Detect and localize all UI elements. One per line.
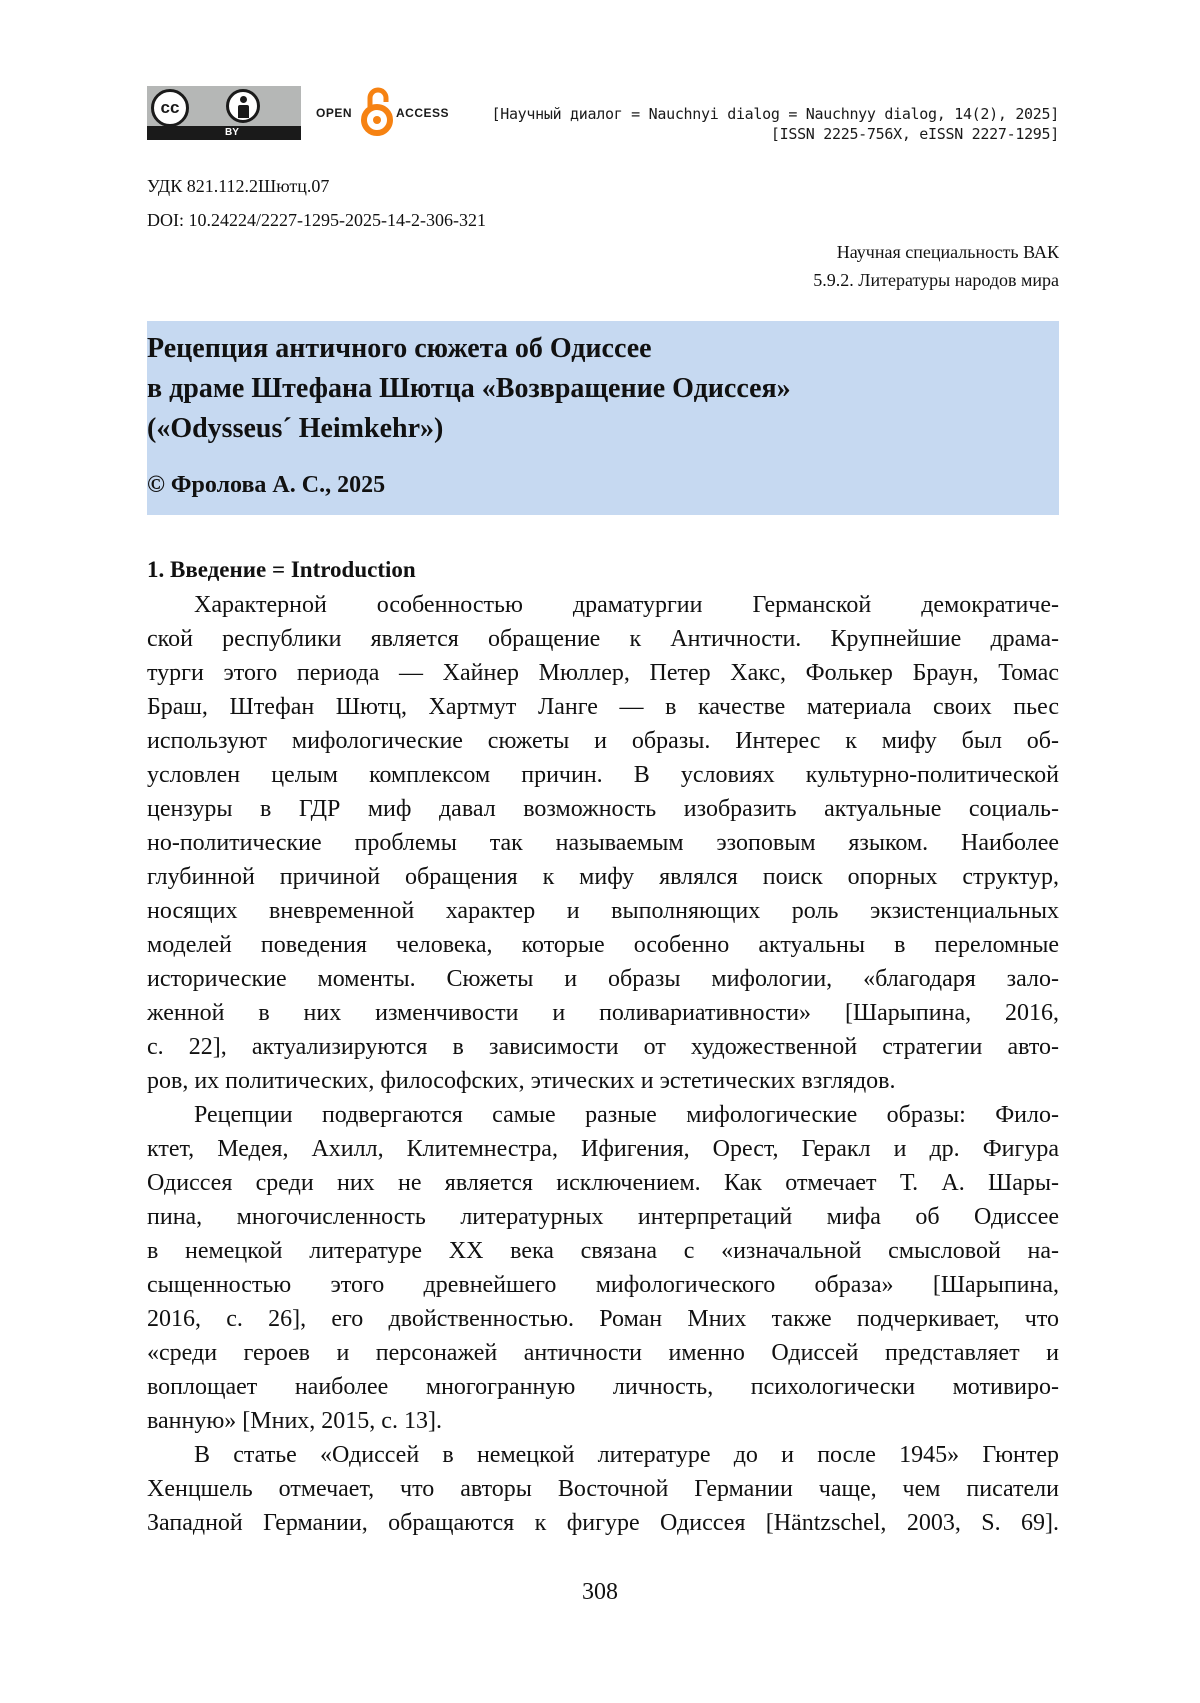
paragraph-line: моделей поведения человека, которые особенно актуальны в переломные [147, 932, 1059, 958]
open-access-access-label: ACCESS [396, 106, 450, 120]
journal-reference [491, 104, 1059, 144]
paragraph-line: ванную» [Мних, 2015, с. 13]. [147, 1408, 442, 1434]
paragraph-line: исторические моменты. Сюжеты и образы мифологии, «благодаря зало- [147, 966, 1059, 992]
person-icon-torso [238, 105, 249, 118]
section-heading: 1. Введение = Introduction [147, 557, 416, 582]
journal-reference-line2: [ISSN 2225-756X, eISSN 2227-1295] [770, 125, 1059, 143]
person-icon-head [240, 96, 247, 103]
paragraph-line: женной в них изменчивости и поливариативности» [Шарыпина, 2016, [147, 1000, 1059, 1026]
cc-icon [151, 89, 189, 127]
open-access-badge[interactable] [316, 86, 456, 140]
paragraph-line: ров, их политических, философских, этических и эстетических взглядов. [147, 1068, 896, 1094]
paragraph-line: 2016, с. 26], его двойственностью. Роман Мних также подчеркивает, что [147, 1306, 1059, 1332]
paragraph-line: Рецепции подвергаются самые разные мифологические образы: Фило- [194, 1102, 1059, 1128]
paragraph-line: в немецкой литературе XX века связана с «изначальной смысловой на- [147, 1238, 1059, 1264]
open-access-open-label: OPEN [316, 106, 353, 120]
paragraph-line: цензуры в ГДР миф давал возможность изобразить актуальные социаль- [147, 796, 1059, 822]
vak-specialty-value: 5.9.2. Литературы народов мира [813, 270, 1059, 290]
journal-reference-line1: [Научный диалог = Nauchnyi dialog = Nauchnyy dialog, 14(2), 2025] [491, 105, 1059, 123]
author-copyright: © Фролова А. С., 2025 [147, 472, 386, 498]
paragraph-line: но-политические проблемы так называемым эзоповым языком. Наиболее [147, 830, 1059, 856]
paragraph-line: Характерной особенностью драматургии Германской демократиче- [194, 592, 1059, 618]
paragraph-line: ской республики является обращение к Античности. Крупнейшие драма- [147, 626, 1059, 652]
vak-specialty-label: Научная специальность ВАК [836, 242, 1059, 262]
paragraph-line: глубинной причиной обращения к мифу являлся поиск опорных структур, [147, 864, 1059, 890]
article-title-line2: в драме Штефана Шютца «Возвращение Одиссея» [147, 373, 791, 404]
person-icon [226, 89, 260, 123]
vak-specialty [813, 238, 1059, 294]
paragraph-line: сыщенностью этого древнейшего мифологического образа» [Шарыпина, [147, 1272, 1059, 1298]
paragraph-line: Браш, Штефан Шютц, Хартмут Ланге — в качестве материала своих пьес [147, 694, 1059, 720]
paragraph-line: В статье «Одиссей в немецкой литературе до и после 1945» Гюнтер [194, 1442, 1059, 1468]
cc-by-label: BY [225, 127, 239, 138]
paragraph-line: условлен целым комплексом причин. В условиях культурно-политической [147, 762, 1059, 788]
article-title-line3: («Odysseus´ Heimkehr») [147, 413, 444, 444]
cc-by-license-badge[interactable] [147, 86, 301, 140]
paragraph-line: Хенцшель отмечает, что авторы Восточной Германии чаще, чем писатели [147, 1476, 1059, 1502]
paragraph-line: Одиссея среди них не является исключением. Как отмечает Т. А. Шары- [147, 1170, 1059, 1196]
doi[interactable]: DOI: 10.24224/2227-1295-2025-14-2-306-321 [147, 210, 486, 230]
paragraph-line: воплощает наиболее многогранную личность, психологически мотивиро- [147, 1374, 1059, 1400]
paragraph-line: Западной Германии, обращаются к фигуре Одиссея [Häntzschel, 2003, S. 69]. [147, 1510, 1059, 1536]
open-lock-icon [360, 86, 394, 138]
title-block [147, 321, 1059, 515]
article-title-line1: Рецепция античного сюжета об Одиссее [147, 333, 652, 364]
paragraph-line: «среди героев и персонажей античности именно Одиссей представляет и [147, 1340, 1059, 1366]
paragraph-line: пина, многочисленность литературных интерпретаций мифа об Одиссее [147, 1204, 1059, 1230]
paragraph-line: ктет, Медея, Ахилл, Клитемнестра, Ифигения, Орест, Геракл и др. Фигура [147, 1136, 1059, 1162]
udk-code: УДК 821.112.2Шютц.07 [147, 176, 330, 196]
paragraph-line: турги этого периода — Хайнер Мюллер, Петер Хакс, Фолькер Браун, Томас [147, 660, 1059, 686]
paragraph-line: носящих вневременной характер и выполняющих роль экзистенциальных [147, 898, 1059, 924]
paragraph-line: используют мифологические сюжеты и образы. Интерес к мифу был об- [147, 728, 1059, 754]
page-number: 308 [582, 1579, 618, 1605]
paragraph-line: с. 22], актуализируются в зависимости от художественной стратегии авто- [147, 1034, 1059, 1060]
cc-logo-text: cc [160, 98, 180, 117]
